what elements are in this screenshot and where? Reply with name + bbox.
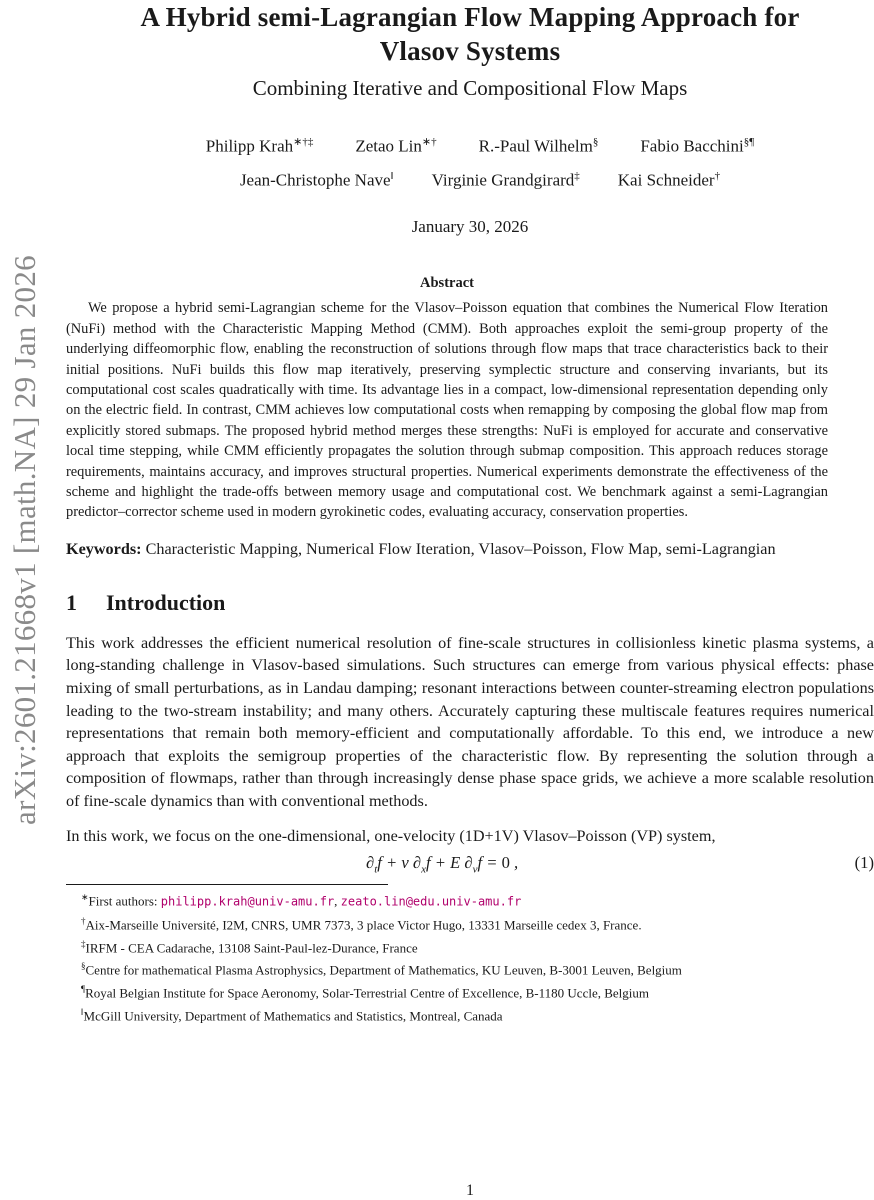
footnote-divider bbox=[66, 884, 388, 885]
arxiv-identifier-stamp: arXiv:2601.21668v1 [math.NA] 29 Jan 2026 bbox=[7, 255, 42, 825]
author: Jean-Christophe Nave‖ bbox=[239, 169, 394, 190]
author: R.-Paul Wilhelm§ bbox=[478, 136, 599, 156]
paper-title bbox=[66, 0, 874, 68]
title-line-1: A Hybrid semi-Lagrangian Flow Mapping Approach for bbox=[140, 2, 800, 32]
page-number: 1 bbox=[466, 1182, 474, 1199]
keywords-label: Keywords: bbox=[66, 539, 142, 558]
email-link[interactable]: zeato.lin@edu.univ-amu.fr bbox=[340, 894, 522, 909]
abstract-heading: Abstract bbox=[420, 275, 474, 292]
footnotes bbox=[66, 888, 874, 1025]
intro-paragraph-2: In this work, we focus on the one-dimensional, one-velocity (1D+1V) Vlasov–Poisson (VP) system, bbox=[66, 826, 716, 845]
footnote-affiliation: ‖McGill University, Department of Mathematics and Statistics, Montreal, Canada bbox=[81, 1006, 503, 1024]
equation-1 bbox=[66, 853, 874, 877]
footnote-affiliation: ‡IRFM - CEA Cadarache, 13108 Saint-Paul-lez-Durance, France bbox=[81, 938, 418, 955]
author-row-1 bbox=[86, 132, 874, 157]
footnote-affiliation: §Centre for mathematical Plasma Astrophysics, Department of Mathematics, KU Leuven, B-3001 Leuven, Belgium bbox=[81, 961, 682, 978]
section-heading-introduction bbox=[66, 589, 874, 617]
author-row-2 bbox=[86, 166, 874, 191]
paper-date: January 30, 2026 bbox=[411, 217, 529, 237]
section-number: 1 bbox=[66, 589, 77, 615]
title-line-2: Vlasov Systems bbox=[379, 36, 561, 66]
paper-page bbox=[66, 0, 874, 1199]
footnote-authors: ∗First authors: philipp.krah@univ-amu.fr, zeato.lin@edu.univ-amu.fr bbox=[81, 892, 522, 909]
abstract-text: We propose a hybrid semi-Lagrangian scheme for the Vlasov–Poisson equation that combines the Numerical Flow Iteration (NuFi) method with the Characteristic Mapping Method (CMM). Both approaches exploit the semi-group property of the underlying diffeomorphic flow, enabling the reconstruction of solutions through flow maps that trace characteristics back to their initial positions. NuFi builds this flow map iteratively, preserving symplectic structure and conserving invariants, but its computational cost scales quadratically with time. Its advantage lies in a compact, low-dimensional representation depending only on the electric field. In contrast, CMM achieves low computational costs when remapping by composing the global flow map from explicitly stored submaps. The proposed hybrid method merges these strengths: NuFi is employed for accurate and conservative local time stepping, while CMM efficiently propagates the solution through submap composition. This approach reduces storage requirements, maintains accuracy, and improves structural properties. Numerical experiments demonstrate the effectiveness of the scheme and highlight the trade-offs between memory usage and computational cost. We benchmark against a semi-Lagrangian predictor–corrector scheme used in modern gyrokinetic codes, evaluating accuracy, conservation properties. bbox=[66, 300, 828, 521]
keywords-text: Characteristic Mapping, Numerical Flow Iteration, Vlasov–Poisson, Flow Map, semi-Lagrangian bbox=[145, 539, 776, 558]
vlasov-equation: $\partial_tf + v$ $\partial_xf + E$ $\partial_vf = 0$ , bbox=[366, 853, 519, 876]
author: Kai Schneider† bbox=[617, 169, 721, 190]
keywords bbox=[66, 537, 874, 561]
email-link[interactable]: philipp.krah@univ-amu.fr bbox=[160, 894, 335, 909]
paper-subtitle: Combining Iterative and Compositional Flow Maps bbox=[252, 76, 688, 100]
footnote-affiliation: †Aix-Marseille Université, I2M, CNRS, UMR 7373, 3 place Victor Hugo, 13331 Marseille cedex 3, France. bbox=[81, 915, 642, 933]
author-list bbox=[66, 132, 874, 190]
abstract-block bbox=[66, 275, 828, 522]
author: Philipp Krah∗†‡ bbox=[205, 136, 314, 156]
author: Virginie Grandgirard‡ bbox=[431, 169, 580, 190]
author: Zetao Lin∗† bbox=[355, 136, 437, 156]
footnote-affiliation: ¶Royal Belgian Institute for Space Aeronomy, Solar-Terrestrial Centre of Excellence, B-1180 Uccle, Belgium bbox=[81, 984, 649, 1001]
section-title: Introduction bbox=[106, 589, 226, 615]
author: Fabio Bacchini§¶ bbox=[640, 136, 755, 156]
intro-paragraph-1: This work addresses the efficient numerical resolution of fine-scale structures in collisionless kinetic plasma systems, a long-standing challenge in Vlasov-based simulations. Such structures can emerge from various physical effects: phase mixing of small perturbations, as in Landau damping; resonant interactions between counter-streaming electron populations leading to the two-stream instability; and many others. Accurately capturing these multiscale features requires numerical representations that remain both memory-efficient and computationally affordable. To this end, we introduce a new approach that exploits the semigroup properties of the characteristic flow. By representing the solution through a composition of flowmaps, rather than through increasingly dense phase space grids, we achieve a more scalable resolution of fine-scale dynamics than with conventional methods. bbox=[66, 633, 874, 810]
equation-number: (1) bbox=[854, 853, 874, 873]
